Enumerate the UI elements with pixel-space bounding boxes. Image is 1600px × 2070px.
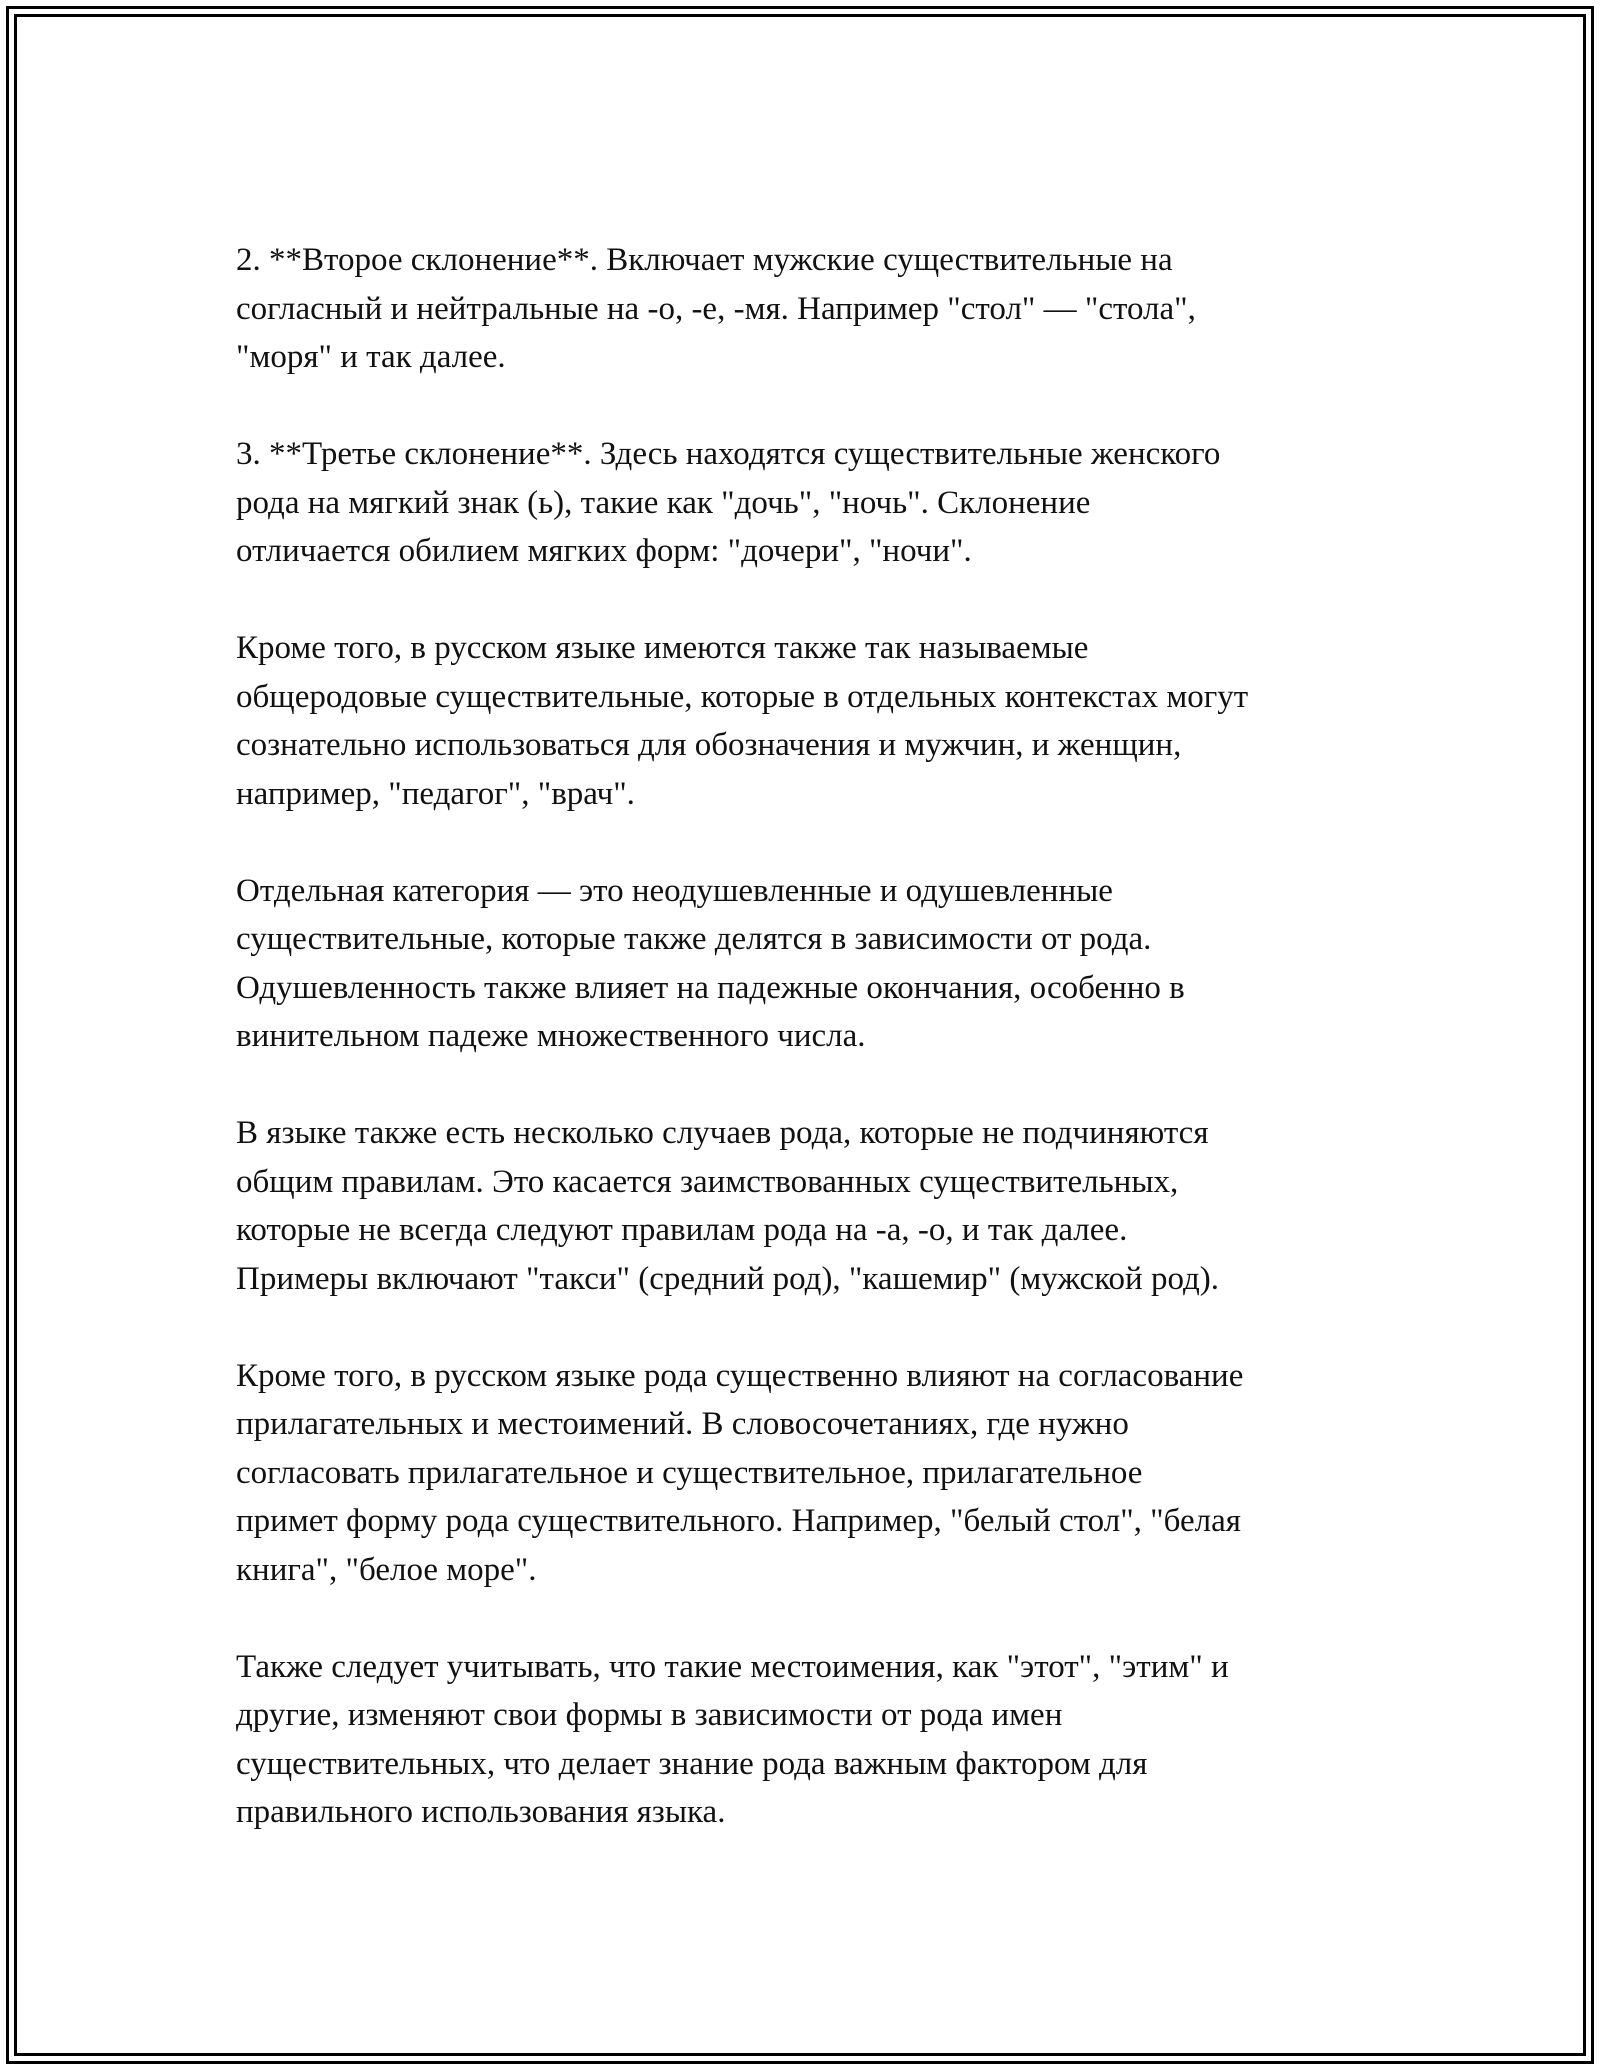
paragraph-third-declension: 3. **Третье склонение**. Здесь находятся существительные женского рода на мягкий знак (ь), такие как "дочь", "ночь". Склонение отличается обилием мягких форм: "дочери", "ночи". xyxy=(236,436,1221,569)
paragraph-common-gender: Кроме того, в русском языке имеются также так называемые общеродовые существительные, которые в отдельных контекстах могут сознательно использоваться для обозначения и мужчин, и женщин, например, "педагог", "врач". xyxy=(236,630,1249,812)
document-body xyxy=(236,236,1386,1837)
paragraph-animacy: Отдельная категория — это неодушевленные и одушевленные существительные, которые также делятся в зависимости от рода. Одушевленность также влияет на падежные окончания, особенно в винительном падеже множественного числа. xyxy=(236,872,1185,1054)
paragraph-second-declension: 2. **Второе склонение**. Включает мужские существительные на согласный и нейтральные на -о, -е, -мя. Например "стол" — "стола", "моря" и так далее. xyxy=(236,242,1196,375)
paragraph-pronouns: Также следует учитывать, что такие местоимения, как "этот", "этим" и другие, изменяют свои формы в зависимости от рода имен существительных, что делает знание рода важным фактором для правильного использования языка. xyxy=(236,1648,1229,1830)
paragraph-agreement: Кроме того, в русском языке рода существенно влияют на согласование прилагательных и местоимений. В словосочетаниях, где нужно согласовать прилагательное и существительное, прилагательное примет форму рода существительного. Например, "белый стол", "белая книга", "белое море". xyxy=(236,1357,1244,1588)
paragraph-exceptions: В языке также есть несколько случаев рода, которые не подчиняются общим правилам. Это касается заимствованных существительных, которые не всегда следуют правилам рода на -а, -о, и так далее. Примеры включают "такси" (средний род), "кашемир" (мужской род). xyxy=(236,1115,1220,1297)
